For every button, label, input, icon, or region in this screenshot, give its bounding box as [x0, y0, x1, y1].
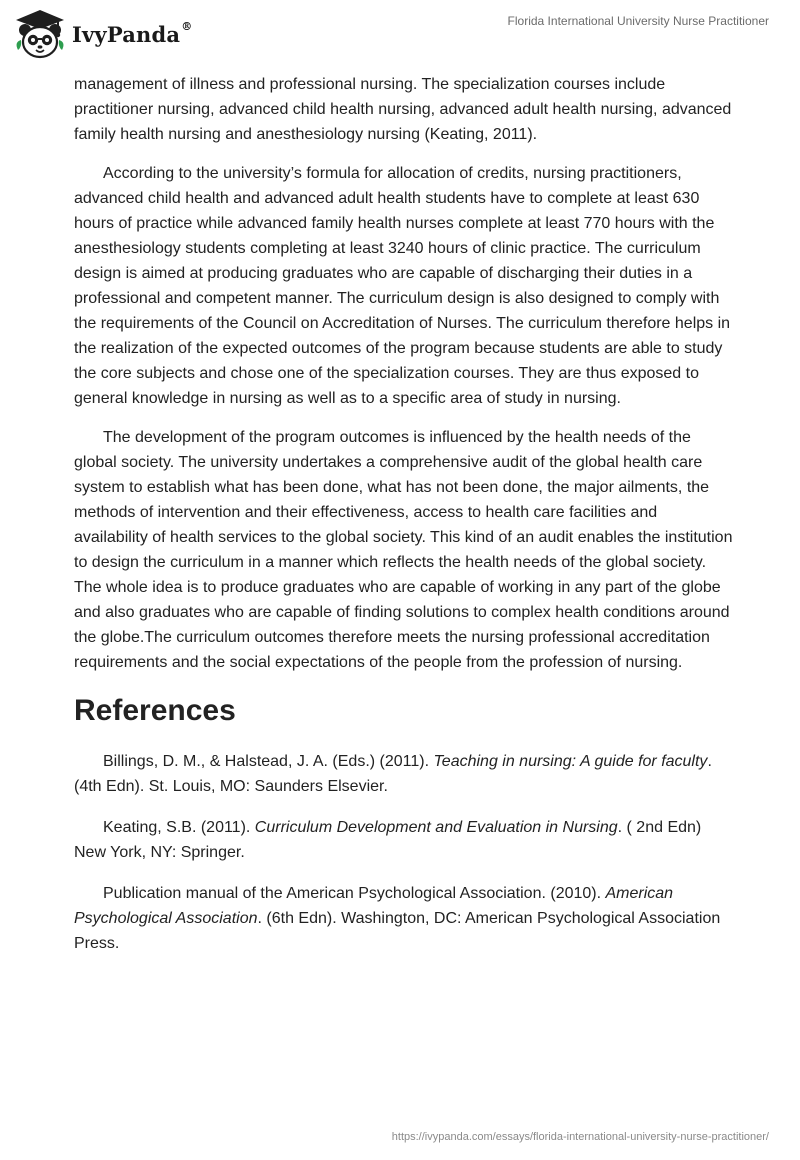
reference-item: [74, 749, 734, 799]
reference-item: [74, 881, 734, 956]
reference-item: [74, 815, 734, 865]
reference-details: . ( 2nd Edn) New York, NY: Springer.: [74, 819, 702, 861]
logo-text: IvyPanda®: [72, 19, 193, 47]
reference-authors: Billings, D. M., & Halstead, J. A. (Eds.) (2011).: [103, 753, 434, 770]
reference-authors: Keating, S.B. (2011).: [103, 819, 255, 836]
footer-url[interactable]: https://ivypanda.com/essays/florida-international-university-nurse-practitioner/: [391, 1131, 769, 1143]
panda-graduate-icon: [12, 6, 68, 62]
document-title: Florida International University Nurse Practitioner: [507, 14, 769, 28]
registered-mark: ®: [181, 19, 193, 33]
references-heading: References: [74, 694, 236, 727]
reference-title: Curriculum Development and Evaluation in Nursing: [254, 819, 618, 836]
reference-details: . (4th Edn). St. Louis, MO: Saunders Elsevier.: [74, 753, 712, 795]
body-paragraph: management of illness and professional nursing. The specialization courses include practitioner nursing, advanced child health nursing, advanced adult health nursing, advanced family health nursing and anesthesiology nursing (Keating, 2011).: [74, 76, 732, 143]
reference-authors: Publication manual of the American Psychological Association. (2010).: [103, 885, 606, 902]
reference-details: . (6th Edn). Washington, DC: American Psychological Association Press.: [74, 910, 721, 952]
body-paragraph: The development of the program outcomes is influenced by the health needs of the global society. The university undertakes a comprehensive audit of the global health care system to establish what has been done, what has not been done, the major ailments, the methods of intervention and their effectiveness, access to health care facilities and availability of health services to the global society. This kind of an audit enables the institution to design the curriculum in a manner which reflects the health needs of the global society. The whole idea is to produce graduates who are capable of working in any part of the globe and also graduates who are capable of finding solutions to complex health conditions around the globe.The curriculum outcomes therefore meets the nursing professional accreditation requirements and the social expectations of the people from the profession of nursing.: [74, 429, 733, 671]
reference-title: American Psychological Association: [74, 885, 674, 927]
essay-content: [74, 72, 734, 972]
body-paragraph: According to the university’s formula for allocation of credits, nursing practitioners, advanced child health and advanced adult health students have to complete at least 630 hours of practice while advanced family health nurses complete at least 770 hours with the anesthesiology students completing at least 3240 hours of clinic practice. The curriculum design is aimed at producing graduates who are capable of discharging their duties in a professional and competent manner. The curriculum design is also designed to comply with the requirements of the Council on Accreditation of Nurses. The curriculum therefore helps in the realization of the expected outcomes of the program because students are able to study the core subjects and chose one of the specialization courses. They are thus exposed to general knowledge in nursing as well as to a specific area of study in nursing.: [74, 165, 731, 407]
page-header: [0, 0, 800, 70]
ivypanda-logo[interactable]: [12, 6, 192, 62]
reference-title: Teaching in nursing: A guide for faculty: [433, 753, 708, 770]
